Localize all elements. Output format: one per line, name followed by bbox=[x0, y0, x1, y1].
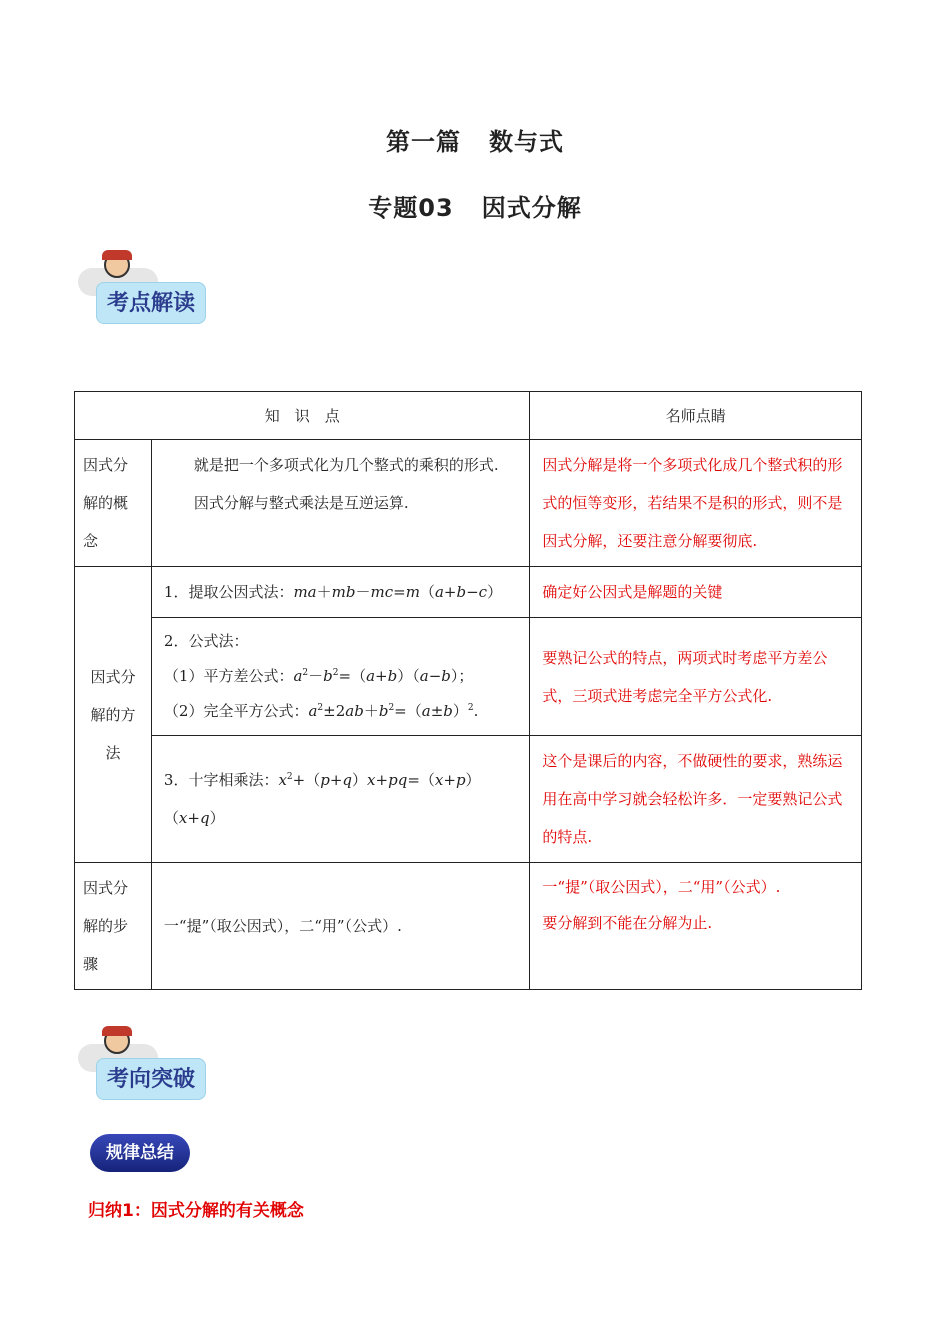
method2-knowledge bbox=[151, 618, 530, 736]
row-label-method: 因式分解的方法 bbox=[75, 567, 152, 863]
concept-inverse: 因式分解与整式乘法是互逆运算. bbox=[193, 494, 409, 512]
method2-tip: 要熟记公式的特点，两项式时考虑平方差公式，三项式进考虑完全平方公式化. bbox=[530, 618, 862, 736]
knowledge-table bbox=[74, 391, 862, 990]
steps-tip-1: 一“提”（取公因式），二“用”（公式）. bbox=[542, 878, 781, 896]
title-part2: 数与式 bbox=[489, 128, 564, 156]
header-tips: 名师点睛 bbox=[530, 392, 862, 440]
steps-knowledge: 一“提”（取公因式），二“用”（公式）. bbox=[151, 863, 530, 990]
method1-formula: ma＋mb－mc=m（a+b−c） bbox=[293, 583, 503, 601]
method2-a-label: （1）平方差公式： bbox=[163, 667, 294, 685]
cartoon-hat-icon bbox=[102, 1026, 132, 1036]
method2-a-formula: $a^2-b^2=(a+b)(a-b)$； bbox=[293, 667, 474, 685]
page-subtitle bbox=[0, 188, 950, 223]
table-row bbox=[75, 567, 862, 618]
subtitle-part1: 专题03 bbox=[368, 194, 454, 222]
method2-b-formula: $a^2\pm 2ab+b^2=(a\pm b)^2$. bbox=[308, 702, 479, 720]
title-part1: 第一篇 bbox=[386, 128, 461, 156]
method2-line-b bbox=[164, 694, 518, 729]
method3-title: 3．十字相乘法： bbox=[163, 771, 279, 789]
concept-knowledge bbox=[151, 440, 530, 567]
method2-title: 2．公式法： bbox=[163, 632, 249, 650]
method3-knowledge bbox=[151, 736, 530, 863]
table-row bbox=[75, 863, 862, 990]
method3-formula: $x^2+(p+q)x+pq=(x+p)(x+q)$ bbox=[163, 771, 481, 827]
steps-tip-2: 要分解到不能在分解为止. bbox=[542, 914, 713, 932]
steps-tip bbox=[530, 863, 862, 990]
summary-heading: 归纳1：因式分解的有关概念 bbox=[88, 1201, 304, 1221]
page-title bbox=[0, 122, 950, 157]
method1-tip: 确定好公因式是解题的关键 bbox=[530, 567, 862, 618]
section-badge-kaoxiang bbox=[78, 1026, 198, 1101]
section-badge-kaodian bbox=[78, 250, 198, 325]
badge-label: 考点解读 bbox=[106, 290, 195, 316]
concept-definition: 就是把一个多项式化为几个整式的乘积的形式. bbox=[193, 456, 499, 474]
table-row bbox=[75, 736, 862, 863]
method2-b-label: （2）完全平方公式： bbox=[163, 702, 309, 720]
row-label-concept: 因式分解的概念 bbox=[75, 440, 152, 567]
badge-label: 考向突破 bbox=[106, 1066, 195, 1092]
method2-line-a bbox=[164, 659, 518, 694]
row-label-steps: 因式分解的步骤 bbox=[75, 863, 152, 990]
summary-pill: 规律总结 bbox=[90, 1134, 190, 1172]
method1-knowledge bbox=[151, 567, 530, 618]
table-row bbox=[75, 618, 862, 736]
concept-tip: 因式分解是将一个多项式化成几个整式积的形式的恒等变形，若结果不是积的形式，则不是因式分解，还要注意分解要彻底. bbox=[530, 440, 862, 567]
table-header-row bbox=[75, 392, 862, 440]
method3-tip: 这个是课后的内容，不做硬性的要求，熟练运用在高中学习就会轻松许多．一定要熟记公式的特点. bbox=[530, 736, 862, 863]
cartoon-hat-icon bbox=[102, 250, 132, 260]
method1-title: 1．提取公因式法： bbox=[163, 583, 294, 601]
header-knowledge: 知 识 点 bbox=[75, 392, 530, 440]
subtitle-part2: 因式分解 bbox=[481, 194, 582, 222]
table-row bbox=[75, 440, 862, 567]
